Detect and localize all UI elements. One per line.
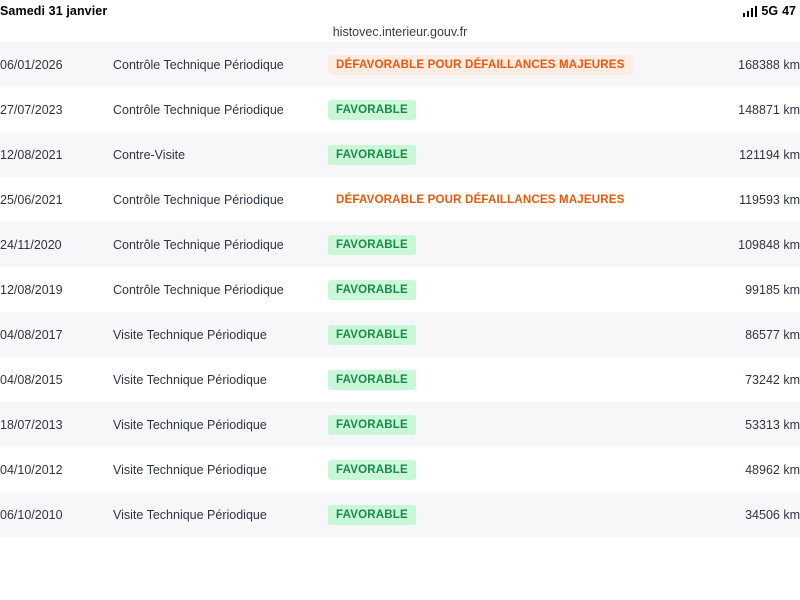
table-row	[0, 87, 800, 132]
status-badge: FAVORABLE	[328, 460, 416, 480]
inspection-date: 04/08/2015	[0, 372, 63, 387]
inspection-result-cell	[328, 447, 658, 492]
inspection-result-cell	[328, 492, 658, 537]
odometer-reading: 73242 km	[745, 372, 800, 387]
url-text: histovec.interieur.gouv.fr	[332, 25, 468, 39]
inspection-date: 12/08/2019	[0, 282, 63, 297]
table-row	[0, 312, 800, 357]
inspection-type: Contrôle Technique Périodique	[113, 57, 284, 72]
status-badge: FAVORABLE	[328, 145, 416, 165]
inspection-date: 24/11/2020	[0, 237, 62, 252]
odometer-reading: 109848 km	[738, 237, 800, 252]
odometer-reading: 121194 km	[739, 147, 800, 162]
odometer-reading: 148871 km	[738, 102, 800, 117]
inspection-type: Contrôle Technique Périodique	[113, 102, 284, 117]
inspection-type: Contrôle Technique Périodique	[113, 282, 284, 297]
table-row	[0, 42, 800, 87]
odometer-reading: 34506 km	[745, 507, 800, 522]
status-bar	[0, 0, 800, 22]
table-row	[0, 447, 800, 492]
inspection-type: Visite Technique Périodique	[113, 417, 267, 432]
network-type-label: 5G	[761, 4, 779, 18]
status-badge: FAVORABLE	[328, 370, 416, 390]
odometer-reading: 86577 km	[745, 327, 800, 342]
inspection-result-cell	[328, 312, 658, 357]
table-row	[0, 402, 800, 447]
status-badge: FAVORABLE	[328, 505, 416, 525]
inspection-result-cell	[328, 402, 658, 447]
status-bar-indicators	[743, 4, 796, 18]
table-row	[0, 357, 800, 402]
technical-inspection-table	[0, 42, 800, 537]
inspection-result-cell	[328, 132, 658, 177]
odometer-reading: 119593 km	[739, 192, 800, 207]
status-badge: DÉFAVORABLE POUR DÉFAILLANCES MAJEURES	[336, 193, 625, 206]
inspection-date: 06/10/2010	[0, 507, 63, 522]
table-row	[0, 492, 800, 537]
inspection-result-cell	[328, 267, 658, 312]
inspection-date: 06/01/2026	[0, 57, 63, 72]
browser-url-bar[interactable]	[0, 22, 800, 42]
table-row	[0, 132, 800, 177]
page-bottom-spacer	[0, 537, 800, 597]
table-row	[0, 267, 800, 312]
inspection-date: 04/10/2012	[0, 462, 63, 477]
inspection-type: Visite Technique Périodique	[113, 327, 267, 342]
status-badge: DÉFAVORABLE POUR DÉFAILLANCES MAJEURES	[328, 55, 633, 75]
inspection-result-cell	[328, 222, 658, 267]
inspection-type: Visite Technique Périodique	[113, 372, 267, 387]
status-badge: FAVORABLE	[328, 325, 416, 345]
inspection-type: Visite Technique Périodique	[113, 507, 267, 522]
inspection-type: Contrôle Technique Périodique	[113, 192, 284, 207]
cellular-signal-icon	[743, 6, 758, 17]
status-badge: FAVORABLE	[328, 280, 416, 300]
inspection-date: 25/06/2021	[0, 192, 63, 207]
status-bar-clock: Samedi 31 janvier	[0, 4, 108, 18]
odometer-reading: 48962 km	[745, 462, 800, 477]
inspection-result-cell	[328, 357, 658, 402]
status-badge: FAVORABLE	[328, 235, 416, 255]
inspection-type: Contrôle Technique Périodique	[113, 237, 284, 252]
inspection-type: Contre-Visite	[113, 147, 186, 162]
status-badge: FAVORABLE	[328, 100, 416, 120]
inspection-result-cell	[328, 177, 658, 222]
battery-level-label: 47	[782, 4, 796, 18]
status-badge: FAVORABLE	[328, 415, 416, 435]
inspection-result-cell	[328, 42, 658, 87]
page-content	[0, 42, 800, 600]
inspection-date: 18/07/2013	[0, 417, 63, 432]
table-row	[0, 222, 800, 267]
odometer-reading: 99185 km	[745, 282, 800, 297]
inspection-date: 27/07/2023	[0, 102, 63, 117]
odometer-reading: 168388 km	[738, 57, 800, 72]
inspection-date: 04/08/2017	[0, 327, 63, 342]
inspection-result-cell	[328, 87, 658, 132]
inspection-date: 12/08/2021	[0, 147, 63, 162]
table-row	[0, 177, 800, 222]
odometer-reading: 53313 km	[745, 417, 800, 432]
inspection-type: Visite Technique Périodique	[113, 462, 267, 477]
